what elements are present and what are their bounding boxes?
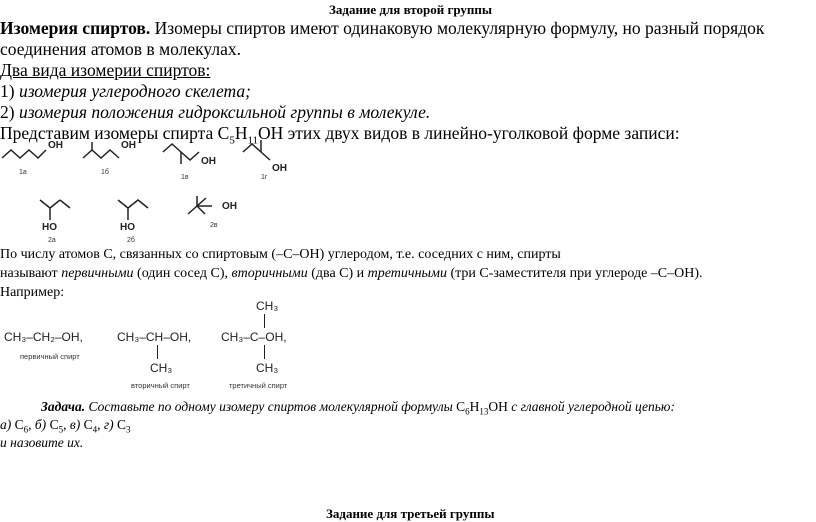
task-label: Задача. <box>41 399 86 414</box>
page-title: Задание для второй группы <box>329 2 493 17</box>
represent-line: Представим изомеры спирта $C_5H_{11}OH$ этих двух видов в линейно-уголковой форме записи: <box>0 123 680 147</box>
secondary-bond <box>157 345 158 359</box>
structure-1b-label: 1б <box>101 169 109 176</box>
structure-2a-label: 2а <box>48 237 56 244</box>
primary-alcohol-caption: первичный спирт <box>20 352 80 361</box>
structure-2a-chain <box>40 200 60 208</box>
types-item-2: 2) изомерия положения гидроксильной группы в молекуле. <box>0 102 431 122</box>
structure-2b-chain <box>118 200 148 208</box>
next-section-title: Задание для третьей группы <box>326 506 495 521</box>
structure-2b-label: 2б <box>127 237 135 244</box>
types-item-1: 1) изомерия углеродного скелета; <box>0 81 251 101</box>
structure-2v-oh: OH <box>222 201 237 212</box>
intro-text: Изомеры спиртов имеют одинаковую молекулярную формулу, но разный порядок <box>150 18 765 38</box>
task-options: а) $C_6$, б) $C_5$, в) $C_4$, г) $C_3$ <box>0 417 131 435</box>
task-closing: и назовите их. <box>0 435 84 450</box>
tertiary-alcohol-bottom: CH₃ <box>256 361 279 375</box>
tertiary-bond-bottom <box>264 345 265 359</box>
structure-1a-chain <box>2 150 46 158</box>
structure-1g-oh: OH <box>272 163 287 174</box>
classes-line-1: По числу атомов C, связанных со спиртовым (–C–OH) углеродом, т.е. соседних с ним, спирты <box>0 247 561 262</box>
structure-1v-label: 1в <box>181 174 189 181</box>
structure-1v-oh: OH <box>201 156 216 167</box>
structure-1b-oh: OH <box>121 140 136 151</box>
intro-term: Изомерия спиртов. <box>0 18 151 38</box>
structure-1a-label: 1а <box>19 169 27 176</box>
tertiary-term: третичными <box>367 266 447 281</box>
structure-1a-oh: OH <box>48 140 63 151</box>
tertiary-alcohol-formula: CH₃–C–OH, <box>221 330 287 344</box>
types-heading: Два вида изомерии спиртов: <box>0 60 211 80</box>
primary-term: первичными <box>61 266 134 281</box>
tertiary-alcohol-top: CH₃ <box>256 299 279 313</box>
structure-2v-branch2 <box>197 206 205 214</box>
example-label: Например: <box>0 285 65 300</box>
structure-2a-ho-bond <box>60 200 70 208</box>
task-line-1: Задача. Составьте по одному изомеру спиртов молекулярной формулы $C_6H_{13}OH$ с главной углеродной цепью: <box>41 399 675 417</box>
primary-alcohol-formula: CH₃–CH₂–OH, <box>4 330 83 344</box>
secondary-alcohol-formula: CH₃–CH–OH, <box>117 330 192 344</box>
structure-1b-chain <box>83 150 119 158</box>
structure-1g-chain <box>243 144 270 160</box>
tertiary-bond-top <box>264 314 265 328</box>
structure-2a-ho: HO <box>42 222 57 233</box>
structure-2v-label: 2в <box>210 222 218 229</box>
structure-2b-ho: HO <box>120 222 135 233</box>
classes-line-2: называют первичными (один сосед C), вторичными (два C) и третичными (три C-заместителя при углероде –C–OH). <box>0 266 703 281</box>
intro-line-1 <box>0 18 764 38</box>
secondary-term: вторичными <box>231 266 308 281</box>
intro-line-2: соединения атомов в молекулах. <box>0 39 242 59</box>
secondary-alcohol-caption: вторичный спирт <box>131 381 190 390</box>
secondary-alcohol-branch: CH₃ <box>150 361 173 375</box>
structure-1g-label: 1г <box>261 174 268 181</box>
tertiary-alcohol-caption: третичный спирт <box>229 381 288 390</box>
